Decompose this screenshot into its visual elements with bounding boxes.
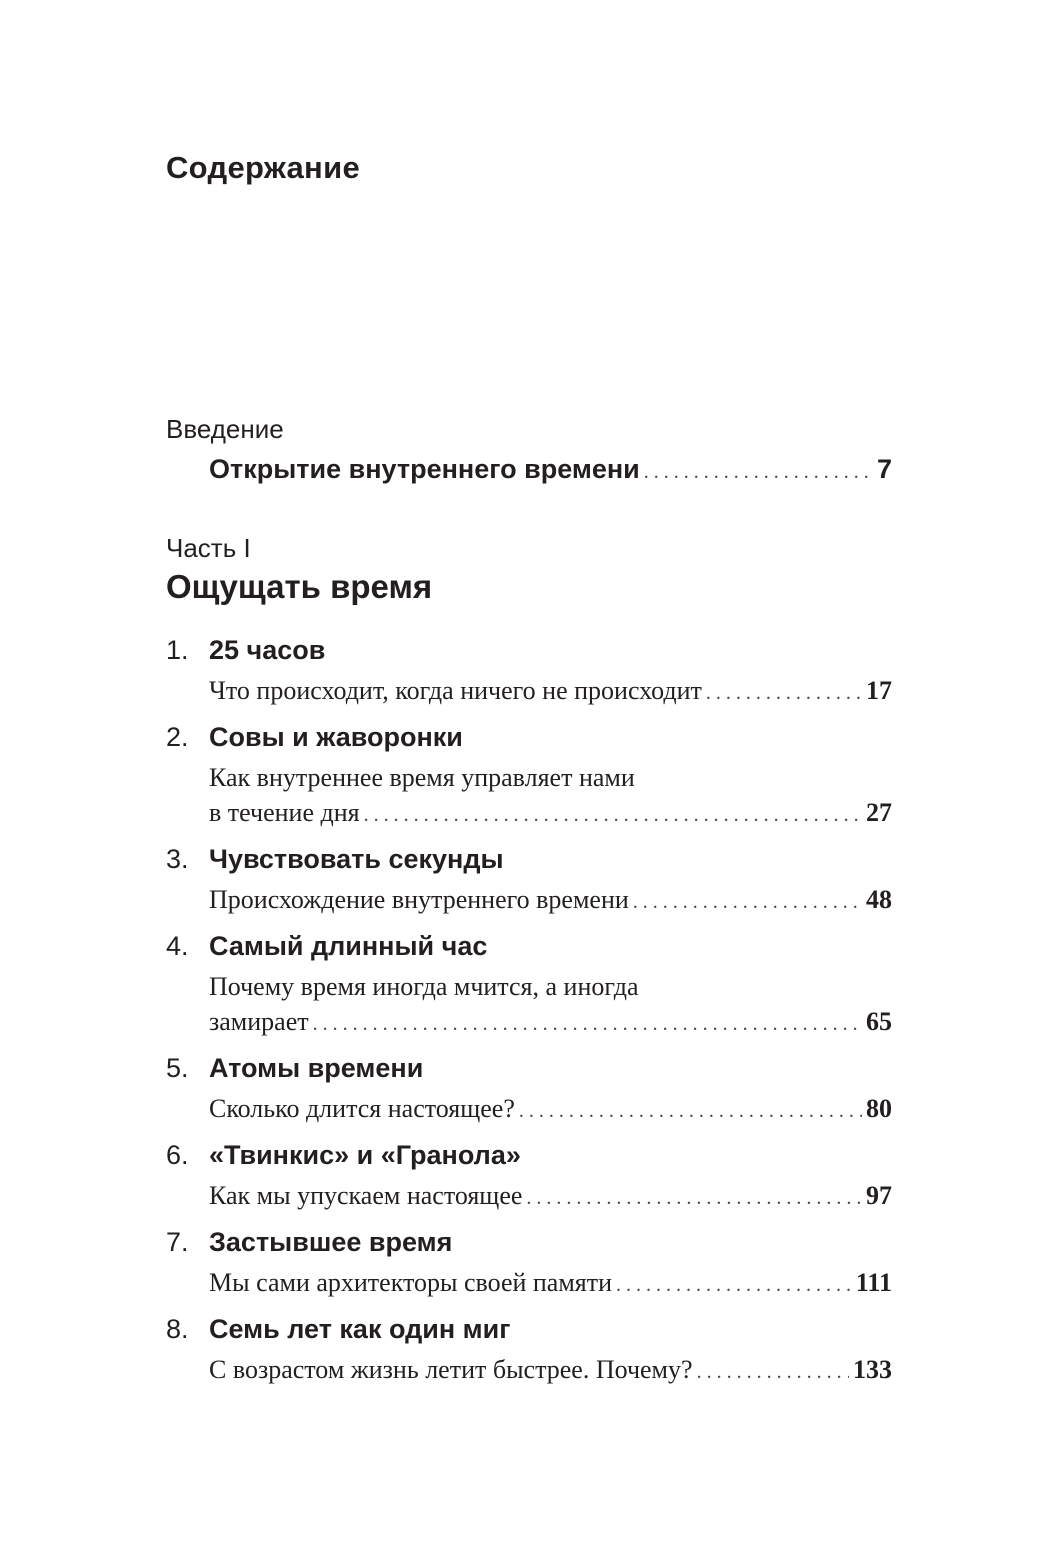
introduction-title: Открытие внутреннего времени (209, 454, 640, 484)
chapter-title: «Твинкис» и «Гранола» (209, 1140, 521, 1170)
toc-entry-chapter-1[interactable] (166, 635, 892, 711)
chapter-subtitle: Сколько длится настоящее? (209, 1094, 515, 1123)
introduction-label: Введение (166, 414, 284, 444)
dot-leader (697, 1355, 849, 1390)
toc-entry-introduction[interactable] (209, 454, 892, 485)
chapter-title: Совы и жаворонки (209, 722, 463, 752)
page-number: 111 (855, 1268, 892, 1297)
dot-leader (519, 1094, 862, 1129)
chapter-number: 5. (166, 1053, 189, 1083)
chapter-number: 4. (166, 931, 189, 961)
chapter-subtitle: в течение дня (209, 798, 360, 827)
toc-entry-chapter-4[interactable] (166, 931, 892, 1042)
page-number: 17 (866, 676, 892, 705)
part-label: Часть I (166, 533, 251, 563)
dot-leader (313, 1007, 862, 1042)
chapter-subtitle: Что происходит, когда ничего не происходит (209, 676, 702, 705)
dot-leader (633, 885, 862, 920)
chapter-subtitle: Как мы упускаем настоящее (209, 1181, 523, 1210)
chapter-title: Застывшее время (209, 1227, 453, 1257)
chapter-title: 25 часов (209, 635, 326, 665)
page-number: 80 (866, 1094, 892, 1123)
dot-leader (526, 1181, 862, 1216)
chapter-number: 1. (166, 635, 189, 665)
chapter-subtitle: С возрастом жизнь летит быстрее. Почему? (209, 1355, 693, 1384)
chapter-subtitle-line1: Как внутреннее время управляет нами (209, 763, 635, 792)
chapter-number: 2. (166, 722, 189, 752)
page-number: 48 (866, 885, 892, 914)
page-number: 133 (853, 1355, 892, 1384)
chapter-title: Чувствовать секунды (209, 844, 504, 874)
dot-leader (706, 676, 862, 711)
dot-leader (644, 461, 873, 484)
chapter-number: 3. (166, 844, 189, 874)
page-title: Содержание (166, 150, 360, 185)
toc-entry-chapter-5[interactable] (166, 1053, 892, 1129)
chapter-title: Семь лет как один миг (209, 1314, 511, 1344)
toc-entry-chapter-6[interactable] (166, 1140, 892, 1216)
chapter-title: Атомы времени (209, 1053, 424, 1083)
chapter-subtitle-line1: Почему время иногда мчится, а иногда (209, 972, 639, 1001)
chapter-number: 8. (166, 1314, 189, 1344)
toc-entry-chapter-3[interactable] (166, 844, 892, 920)
page-number: 65 (866, 1007, 892, 1036)
toc-entry-chapter-8[interactable] (166, 1314, 892, 1390)
dot-leader (364, 798, 862, 833)
chapter-subtitle: Мы сами архитекторы своей памяти (209, 1268, 613, 1297)
chapter-subtitle: Происхождение внутреннего времени (209, 885, 629, 914)
toc-entry-chapter-2[interactable] (166, 722, 892, 833)
dot-leader (616, 1268, 852, 1303)
toc-entry-chapter-7[interactable] (166, 1227, 892, 1303)
chapter-number: 6. (166, 1140, 189, 1170)
part-title: Ощущать время (166, 568, 433, 605)
chapter-title: Самый длинный час (209, 931, 488, 961)
page-number: 7 (876, 454, 892, 484)
page-number: 27 (866, 798, 892, 827)
page-number: 97 (866, 1181, 892, 1210)
chapter-subtitle: замирает (209, 1007, 309, 1036)
chapter-list (166, 635, 892, 1401)
chapter-number: 7. (166, 1227, 189, 1257)
